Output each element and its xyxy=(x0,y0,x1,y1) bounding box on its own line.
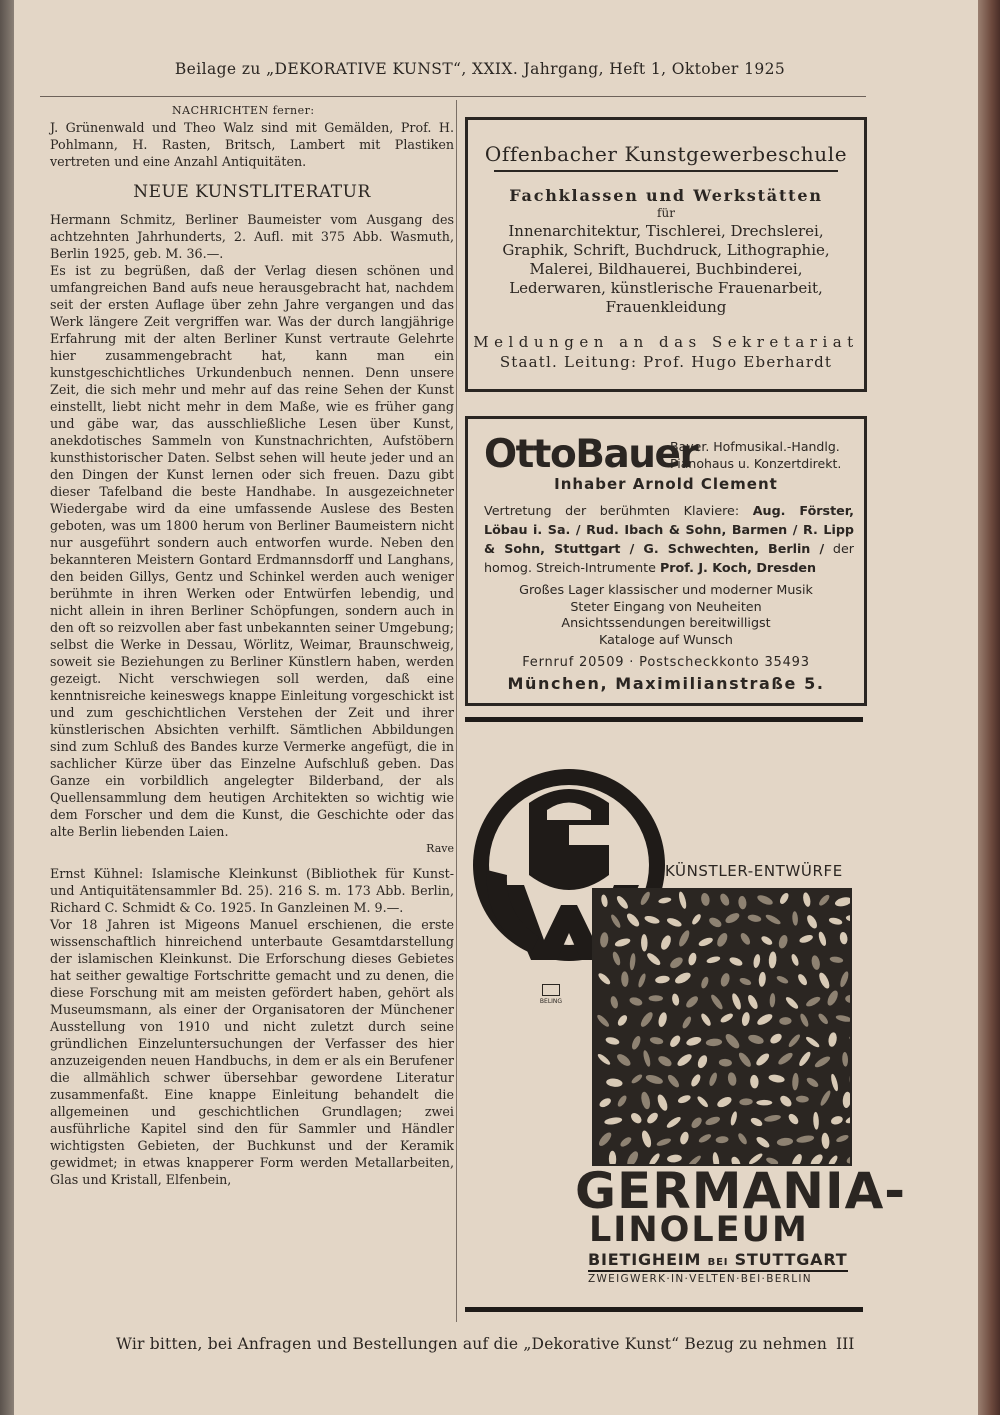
designer-mark xyxy=(537,984,565,1005)
review2-citation: Ernst Kühnel: Islamische Kleinkunst (Bibliothek für Kunst- und Antiquitätensammler Bd. 25). 216 S. m. 173 Abb. Berlin, Richard C. Schmidt & Co. 1925. In Ganzleinen M. 9.—. xyxy=(50,866,454,915)
brand-name: GERMANIA xyxy=(575,1162,885,1220)
review1-signature: Rave xyxy=(426,842,454,855)
ad-offenbach xyxy=(465,117,867,392)
ad-offenbach-title: Offenbacher Kunstgewerbeschule xyxy=(484,142,848,166)
ad-offenbach-list-line: Innenarchitektur, Tischlerei, Drechslerei, xyxy=(508,222,824,240)
ad-otto-bauer-phone: Fernruf 20509 · Postscheckkonto 35493 xyxy=(522,655,810,670)
section-title: NEUE KUNSTLITERATUR xyxy=(133,182,371,202)
pattern-leaf xyxy=(756,1100,772,1105)
ad-offenbach-subtitle: Fachklassen und Werkstätten xyxy=(509,186,823,205)
ad-otto-bauer-name: OttoBauer xyxy=(484,432,698,477)
designer-name: BELING xyxy=(539,998,563,1005)
ad-germania-linoleum xyxy=(465,722,907,1306)
ad-offenbach-list-line: Malerei, Bildhauerei, Buchbinderei, xyxy=(529,260,803,278)
stock-line: Kataloge auf Wunsch xyxy=(599,631,733,647)
branch-line: ZWEIGWERK·IN·VELTEN·BEI·BERLIN xyxy=(588,1273,812,1285)
rep-mid: der homog. Streich-Intrumente xyxy=(484,541,854,575)
page-number: III xyxy=(836,1335,855,1353)
ad-offenbach-list xyxy=(468,222,864,317)
page-footer: Wir bitten, bei Anfragen und Bestellungen auf die „Dekorative Kunst“ Bezug zu nehmen xyxy=(116,1335,828,1353)
linoleum-pattern-swatch xyxy=(592,888,852,1166)
stock-line: Steter Eingang von Neuheiten xyxy=(570,598,762,614)
ad-offenbach-list-line: Frauenkleidung xyxy=(605,298,727,316)
rep-intro: Vertretung der berühmten Klaviere: xyxy=(484,503,740,518)
ad-otto-bauer xyxy=(465,416,867,706)
nachrichten-label: NACHRICHTEN ferner: xyxy=(172,104,315,117)
city-bei: BEI xyxy=(707,1257,729,1268)
binding-edge-left xyxy=(0,0,14,1415)
ad-offenbach-fuer: für xyxy=(657,206,675,220)
review1-citation: Hermann Schmitz, Berliner Baumeister vom Ausgang des achtzehnten Jahrhunderts, 2. Aufl. mit 375 Abb. Wasmuth, Berlin 1925, geb. M. 36.—. xyxy=(50,212,454,261)
stock-line: Ansichtssendungen bereitwilligst xyxy=(561,615,771,630)
ad-otto-bauer-stock xyxy=(468,582,864,648)
ad-offenbach-meldungen: Meldungen an das Sekretariat xyxy=(473,333,859,351)
left-column xyxy=(50,102,454,1188)
column-rule xyxy=(456,100,457,1322)
nachrichten-text: J. Grünenwald und Theo Walz sind mit Gemälden, Prof. H. Pohlmann, H. Rasten, Britsch, Lambert mit Plastiken vertreten und eine Anzahl Antiquitäten. xyxy=(50,120,454,169)
kuenstler-entwuerfe: KÜNSTLER-ENTWÜRFE xyxy=(665,862,843,880)
ad-otto-bauer-sub2: Pianohaus u. Konzertdirekt. xyxy=(670,456,842,471)
rep-brands-2: Prof. J. Koch, Dresden xyxy=(660,560,817,575)
ad-offenbach-list-line: Lederwaren, künstlerische Frauenarbeit, xyxy=(509,279,823,297)
header-rule xyxy=(40,96,866,97)
ad-otto-bauer-representation xyxy=(484,501,854,577)
ad-divider-bottom xyxy=(465,1307,863,1312)
city-bietigheim: BIETIGHEIM xyxy=(588,1250,702,1269)
ad-offenbach-rule xyxy=(494,170,838,172)
review2-text: Vor 18 Jahren ist Migeons Manuel erschienen, die erste wissenschaftlich hinreichend unterbaute Gesamtdarstellung der islamischen Kleinkunst. Die Erforschung dieses Gebietes hat seither gewaltige Fortschritte gemacht und zu denen, die diese Forschung mit am meisten gefördert haben, gehört als Museumsmann, als einer der Organisatoren der Münchener Ausstellung von 1910 und nicht zuletzt durch seine gründlichen Einzeluntersuchungen der Verfasser des hier anzuzeigenden neuen Handbuchs, in dem er als ein Berufener die allmählich schwer übersehbar gewordene Literatur zusammenfaßt. Eine knappe Einleitung behandelt die allgemeinen und geschichtlichen Grundlagen; zwei ausführliche Kapitel sind den für Sammler und Händler wichtigsten Gebieten, der Buchkunst und der Keramik gewidmet; in etwas knapperer Form werden Metallarbeiten, Glas und Kristall, Elfenbein, xyxy=(50,917,454,1187)
brand-location xyxy=(588,1250,847,1269)
city-stuttgart: STUTTGART xyxy=(734,1250,848,1269)
ad-offenbach-list-line: Graphik, Schrift, Buchdruck, Lithographie, xyxy=(502,241,830,259)
running-header: Beilage zu „DEKORATIVE KUNST“, XXIX. Jahrgang, Heft 1, Oktober 1925 xyxy=(174,60,786,78)
binding-edge-right xyxy=(978,0,1000,1415)
location-rule xyxy=(588,1270,848,1272)
designer-monogram-icon xyxy=(542,984,560,996)
brand-hyphen: - xyxy=(884,1162,907,1220)
ad-otto-bauer-owner: Inhaber Arnold Clement xyxy=(554,475,778,493)
ad-otto-bauer-sub1: Bayer. Hofmusikal.-Handlg. xyxy=(670,439,840,454)
stock-line: Großes Lager klassischer und moderner Musik xyxy=(519,582,813,597)
ad-otto-bauer-address: München, Maximilianstraße 5. xyxy=(507,674,825,693)
review1-text: Es ist zu begrüßen, daß der Verlag diesen schönen und umfangreichen Band aufs neue herausgebracht hat, nachdem seit der ersten Auflage über zehn Jahre vergangen und das Werk längere Zeit vergriffen war. Was der durch langjährige Erfahrung mit der alten Berliner Kunst vertraute Gelehrte hier zusammengebracht hat, kann man ein kunstgeschichtliches Urkundenbuch nennen. Denn unsere Zeit, die sich mehr und mehr auf das reine Sehen der Kunst einstellt, liebt nicht mehr in dem Maße, wie es früher gang und gäbe war, das ausschließliche Lesen über Kunst, anekdotisches Sammeln von Kunstnachrichten, Aufstöbern kunsthistorischer Daten. Selbst sehen will heute jeder und an den Dingen der Kunst lernen oder sich freuen. Dazu gibt dieser Tafelband die beste Handhabe. In ausgezeichneter Wiedergabe wird da eine umfassende Auslese des Besten geboten, was um 1800 herum von Berliner Baumeistern nicht nur ausgeführt sondern auch entworfen wurde. Neben den bekannteren Meistern Gontard Erdmannsdorff und Langhans, den beiden Gillys, Gentz und Schinkel werden auch weniger berühmte in ihren Werken oder Entwürfen lebendig, und nicht allein in ihren Berliner Schöpfungen, sondern auch in den oft so reizvollen aber fast unbekannten seiner Umgebung; selbst die Werke in Dessau, Wörlitz, Weimar, Braunschweig, soweit sie Beziehungen zu Berliner Künstlern haben, werden gezeigt. Nicht verschwiegen soll werden, daß eine kenntnisreiche keineswegs knappe Einleitung vorgeschickt ist und zum geschichtlichen Verstehen der Zeit und ihrer künstlerischen Absichten verhilft. Sämtlichen Abbildungen sind zum Schluß des Bandes kurze Vermerke angefügt, die in sachlicher Kürze über das Einzelne Aufschluß geben. Das Ganze ein vorbildlich angelegter Bilderband, der als Quellensammlung dem heutigen Architekten so wichtig wie dem Forscher und dem die Kunst, die Geschichte oder das alte Berlin liebenden Laien. xyxy=(50,263,454,839)
brand-linoleum: LINOLEUM xyxy=(589,1210,809,1250)
ad-offenbach-leitung: Staatl. Leitung: Prof. Hugo Eberhardt xyxy=(499,353,833,371)
pattern-leaf xyxy=(649,995,663,1001)
rep-brands: Aug. Förster, Löbau i. Sa. / Rud. Ibach & Sohn, Barmen / R. Lipp & Sohn, Stuttgart / G. Schwechten, Berlin / xyxy=(484,503,854,556)
